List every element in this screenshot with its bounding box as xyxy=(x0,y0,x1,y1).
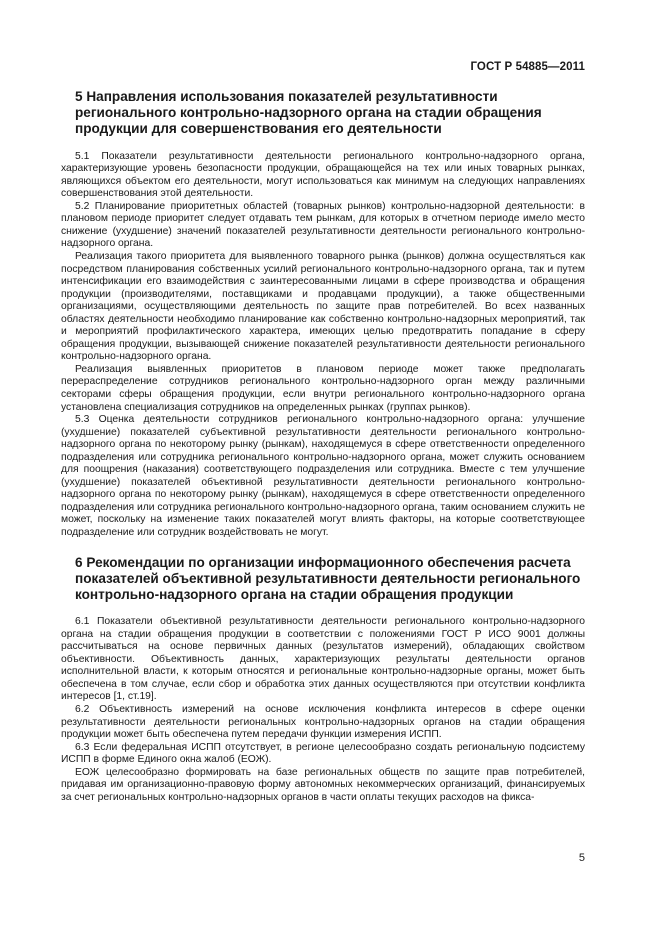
paragraph-5-3: 5.3 Оценка деятельности сотрудников регионального контрольно-надзорного органа: улучшение (ухудшение) показателей субъективной результативности деятельности регионального контрольно-надзорного органа по некоторому рынку (рынкам), находящемуся в сфере ответственности определенного подразделения или сотрудника регионального контрольно-надзорного органа, может служить основанием для поощрения (наказания) соответствующего подразделения или сотрудника. Вместе с тем улучшение (ухудшение) показателей объективной результативности деятельности регионального контрольно-надзорного органа по некоторому рынку (рынкам), находящемуся в сфере ответственности определенного подразделения или сотрудника регионального контрольно-надзорного органа, таким основанием служить не может, поскольку на изменение таких показателей могут влиять факторы, на которые соответствующее подразделение или сотрудник воздействовать не могут. xyxy=(61,414,585,539)
paragraph-6-3-eozh: ЕОЖ целесообразно формировать на базе региональных обществ по защите прав потребителей, придавая им организационно-правовую форму автономных некоммерческих организаций, финансируемых за счет региональных контрольно-надзорных органов в части оплаты текущих расходов на фикса- xyxy=(61,766,585,803)
paragraph-6-3: 6.3 Если федеральная ИСПП отсутствует, в регионе целесообразно создать региональную подсистему ИСПП в форме Единого окна жалоб (ЕОЖ). xyxy=(61,741,585,766)
paragraph-5-2-redistribution: Реализация выявленных приоритетов в плановом периоде может также предполагать перераспределение сотрудников регионального контрольно-надзорного орган между различными секторами сферы обращения продукции, если внутри регионального контрольно-надзорного органа установлена специализация сотрудников на определенных рынках (группах рынков). xyxy=(61,363,585,413)
section-6 xyxy=(61,555,585,805)
paragraph-6-2: 6.2 Объективность измерений на основе исключения конфликта интересов в сфере оценки результативности деятельности региональных контрольно-надзорных органов на стадии обращения продукции может быть обеспечена путем передачи функции измерения ИСПП. xyxy=(61,704,585,741)
standard-code: ГОСТ Р 54885—2011 xyxy=(470,61,585,73)
section-6-title: 6 Рекомендации по организации информационного обеспечения расчета показателей объективной результативности деятельности регионального контрольно-надзорного органа на стадии обращения продукции xyxy=(75,554,581,602)
page-content xyxy=(61,89,585,804)
paragraph-5-2: 5.2 Планирование приоритетных областей (товарных рынков) контрольно-надзорной деятельности: в плановом периоде приоритет следует отдавать тем рынкам, для которых в отчетном периоде имело место снижение (ухудшение) значений показателей результативности деятельности регионального контрольно-надзорного органа. xyxy=(61,200,585,250)
section-5 xyxy=(61,89,585,540)
paragraph-6-1: 6.1 Показатели объективной результативности деятельности регионального контрольно-надзорного органа на стадии обращения продукции в соответствии с положениями ГОСТ Р ИСО 9001 должны рассчитываться на основе первичных данных (результатов измерений), обладающих свойством объективности. Объективность данных, характеризующих результаты деятельности органов исполнительной власти, к которым относятся и региональные контрольно-надзорные органы, может быть обеспечена в том случае, если сбор и обработка этих данных осуществляются при отсутствии конфликта интересов [1, ст.19]. xyxy=(61,616,585,703)
section-5-title: 5 Направления использования показателей результативности регионального контрольно-надзорного органа на стадии обращения продукции для совершенствования его деятельности xyxy=(75,89,542,137)
page-number: 5 xyxy=(578,852,585,864)
paragraph-5-1: 5.1 Показатели результативности деятельности регионального контрольно-надзорного органа, характеризующие уровень безопасности продукции, обращающейся на тех или иных товарных рынках, являющихся объектом его деятельности, могут использоваться как минимум на следующих направлениях совершенствования этой деятельности. xyxy=(61,150,585,200)
paragraph-5-2-implementation: Реализация такого приоритета для выявленного товарного рынка (рынков) должна осуществляться как посредством планирования собственных усилий регионального контрольно-надзорного органа, так и путем интенсификации его взаимодействия с заинтересованными лицами в сфере производства и обращения продукции (производителями, поставщиками и продавцами продукции), а также общественными организациями, осуществляющими деятельность по защите прав потребителей. Во всех названных областях деятельности необходимо планирование как собственно контрольно-надзорных мероприятий, так и мероприятий профилактического характера, имеющих целью предотвратить попадание в сферу обращения продукции, вызывающей снижение показателей результативности деятельности регионального контрольно-надзорного органа. xyxy=(61,250,585,363)
